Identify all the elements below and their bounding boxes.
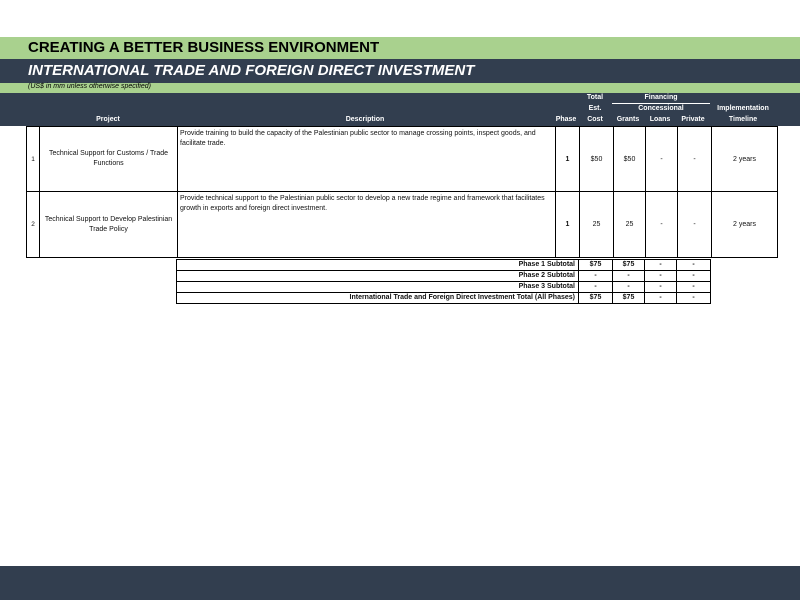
subtotal-label: Phase 2 Subtotal xyxy=(177,271,579,282)
units-note-bar xyxy=(0,83,800,93)
footer-bar xyxy=(0,566,800,600)
loans-value: - xyxy=(646,127,678,192)
col-total-line3: Cost xyxy=(587,116,603,123)
subtotal-row xyxy=(177,271,711,282)
timeline-value: 2 years xyxy=(712,192,778,258)
subtotal-total: - xyxy=(579,282,613,293)
units-note: (US$ in mm unless otherwise specified) xyxy=(28,83,151,90)
subtotal-loans: - xyxy=(645,282,677,293)
section-title-bar xyxy=(0,37,800,59)
grand-total-label: International Trade and Foreign Direct Investment Total (All Phases) xyxy=(177,293,579,304)
total-cost-value: 25 xyxy=(580,192,614,258)
grand-total-private: - xyxy=(677,293,711,304)
subtotal-grants: - xyxy=(613,282,645,293)
subtotal-row xyxy=(177,260,711,271)
subsection-title: INTERNATIONAL TRADE AND FOREIGN DIRECT INVESTMENT xyxy=(28,62,475,79)
subtotal-total: - xyxy=(579,271,613,282)
private-value: - xyxy=(678,127,712,192)
col-concessional: Concessional xyxy=(638,105,684,112)
row-number: 2 xyxy=(27,192,40,258)
loans-value: - xyxy=(646,192,678,258)
col-total-line1: Total xyxy=(586,94,604,101)
subsection-title-bar xyxy=(0,59,800,83)
subtotal-private: - xyxy=(677,282,711,293)
grand-total-loans: - xyxy=(645,293,677,304)
phase-value: 1 xyxy=(556,127,580,192)
subtotals-table xyxy=(176,259,711,304)
section-title: CREATING A BETTER BUSINESS ENVIRONMENT xyxy=(28,39,380,56)
col-phase: Phase xyxy=(555,116,577,123)
subtotal-loans: - xyxy=(645,271,677,282)
col-loans: Loans xyxy=(649,116,671,123)
grand-total-grants: $75 xyxy=(613,293,645,304)
projects-table xyxy=(26,126,778,258)
project-name: Technical Support to Develop Palestinian Trade Policy xyxy=(40,192,178,258)
row-number: 1 xyxy=(27,127,40,192)
grand-total-row xyxy=(177,293,711,304)
subtotal-private: - xyxy=(677,271,711,282)
subtotal-grants: $75 xyxy=(613,260,645,271)
subtotal-label: Phase 1 Subtotal xyxy=(177,260,579,271)
phase-value: 1 xyxy=(556,192,580,258)
col-financing: Financing xyxy=(644,94,678,101)
col-timeline-line1: Implementation xyxy=(717,105,769,112)
table-header xyxy=(0,93,800,126)
col-timeline-line2: Timeline xyxy=(728,116,758,123)
project-name: Technical Support for Customs / Trade Functions xyxy=(40,127,178,192)
grants-value: $50 xyxy=(614,127,646,192)
grants-value: 25 xyxy=(614,192,646,258)
table-row xyxy=(27,127,778,192)
subtotal-total: $75 xyxy=(579,260,613,271)
project-description: Provide technical support to the Palestinian public sector to develop a new trade regime and framework that facilitates growth in exports and foreign direct investment. xyxy=(178,192,556,258)
subtotal-loans: - xyxy=(645,260,677,271)
subtotal-grants: - xyxy=(613,271,645,282)
col-project: Project xyxy=(96,116,120,123)
col-grants: Grants xyxy=(616,116,640,123)
timeline-value: 2 years xyxy=(712,127,778,192)
grand-total-total: $75 xyxy=(579,293,613,304)
col-description: Description xyxy=(345,116,385,123)
project-description: Provide training to build the capacity of the Palestinian public sector to manage crossing points, inspect goods, and facilitate trade. xyxy=(178,127,556,192)
total-cost-value: $50 xyxy=(580,127,614,192)
subtotal-private: - xyxy=(677,260,711,271)
col-private: Private xyxy=(681,116,705,123)
private-value: - xyxy=(678,192,712,258)
subtotal-label: Phase 3 Subtotal xyxy=(177,282,579,293)
col-total-line2: Est. xyxy=(588,105,602,112)
table-row xyxy=(27,192,778,258)
subtotal-row xyxy=(177,282,711,293)
